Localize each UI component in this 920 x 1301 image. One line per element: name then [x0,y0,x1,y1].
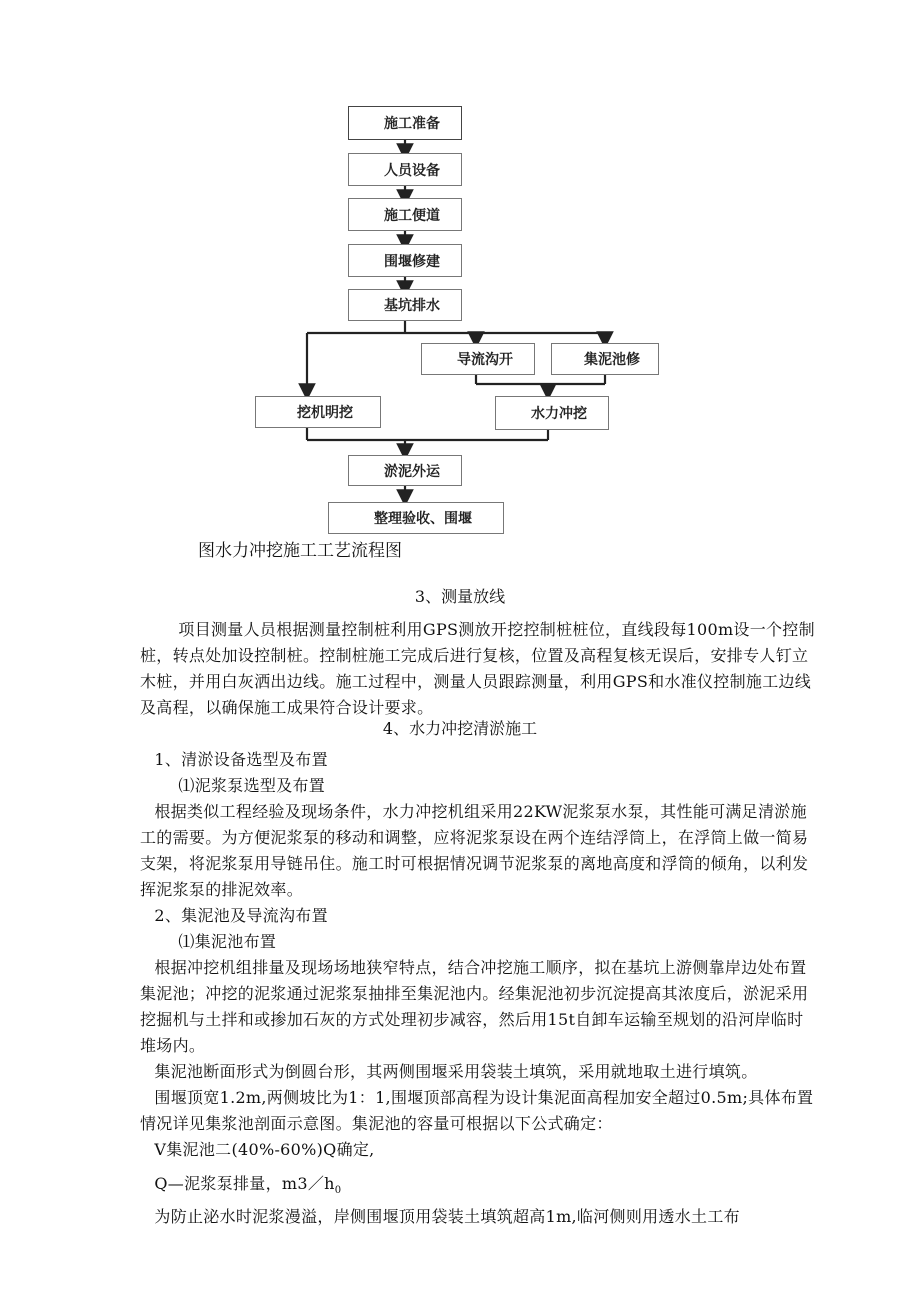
subheading-sump: ⑴集泥池布置 [178,932,277,951]
flow-step-hydraulic [495,396,609,430]
figure-caption: 图水力冲挖施工工艺流程图 [198,541,402,561]
flow-step-cofferdam [348,244,462,277]
subheading-equipment: 1、清淤设备选型及布置 [154,750,328,769]
subheading-pump: ⑴泥浆泵选型及布置 [178,776,326,795]
section3-paragraph: 项目测量人员根据测量控制桩利用GPS测放开挖控制桩桩位，直线段每100m设一个控制桩，转点处加设控制桩。控制桩施工完成后进行复核，位置及高程复核无误后，安排专人钉立木桩，并用白灰洒出边线。施工过程中，测量人员跟踪测量，利用GPS和水准仪控制施工边线及高程，以确保施工成果符合设计要求。 [140,620,815,717]
flow-step-label: 基坑排水 [384,298,440,314]
section4-heading: 4、水力冲挖清淤施工 [382,719,538,738]
flow-step-drainage [348,289,462,321]
formula-volume: V集泥池二(40%-60%)Q确定, [154,1140,375,1159]
formula-pump-rate-text: Q—泥浆泵排量，m3／h [154,1174,335,1193]
flow-step-label: 集泥池修 [584,352,640,368]
section3-body [140,617,816,721]
flow-step-label: 挖机明挖 [297,405,353,421]
paragraph-cofferdam: 围堰顶宽1.2m,两侧坡比为1：1,围堰顶部高程为设计集泥面高程加安全超过0.5m;具体布置情况详见集浆池剖面示意图。集泥池的容量可根据以下公式确定： [140,1088,814,1133]
flow-step-access-road [348,198,462,231]
paragraph-sump: 根据冲挖机组排量及现场场地狭窄特点，结合冲挖施工顺序，拟在基坑上游侧靠岸边处布置集泥池；冲挖的泥浆通过泥浆泵抽排至集泥池内。经集泥池初步沉淀提高其浓度后，淤泥采用挖掘机与土拌和或掺加石灰的方式处理初步减容，然后用15t自卸车运输至规划的沿河岸临时堆场内。 [140,958,809,1055]
flow-step-acceptance [328,502,504,534]
formula-pump-rate [140,1171,816,1204]
flow-step-label: 人员设备 [384,162,440,179]
paragraph-pump: 根据类似工程经验及现场条件，水力冲挖机组采用22KW泥浆泵水泵，其性能可满足清淤施工的需要。为方便泥浆泵的移动和调整，应将泥浆泵设在两个连结浮筒上，在浮筒上做一简易支架，将泥浆泵用导链吊住。施工时可根据情况调节泥浆泵的离地高度和浮筒的倾角，以利发挥泥浆泵的排泥效率。 [140,802,809,899]
flow-step-label: 围堰修建 [384,253,440,270]
section4-body [140,747,816,1230]
paragraph-section-form: 集泥池断面形式为倒圆台形，其两侧围堰采用袋装土填筑，采用就地取土进行填筑。 [154,1062,758,1081]
flow-step-label: 整理验收、围堰 [374,511,472,527]
flow-step-diversion-ditch [421,343,535,375]
flow-step-sump [551,343,659,375]
flow-step-excavator [255,396,381,428]
flow-step-label: 施工准备 [384,116,440,132]
section3-heading: 3、测量放线 [414,587,506,606]
formula-subscript: 0 [334,1185,342,1197]
flow-step-label: 水力冲挖 [531,406,587,422]
flow-step-label: 淤泥外运 [384,463,440,480]
flow-step-transport [348,455,462,486]
flow-step-label: 施工便道 [384,207,440,224]
flow-step-personnel [348,153,462,186]
flow-step-label: 导流沟开 [457,352,513,368]
paragraph-overflow: 为防止泌水时泥浆漫溢，岸侧围堰顶用袋装土填筑超高1m,临河侧则用透水土工布 [154,1207,740,1227]
flow-step-prep [348,106,462,140]
subheading-sump-ditch: 2、集泥池及导流沟布置 [154,906,328,925]
